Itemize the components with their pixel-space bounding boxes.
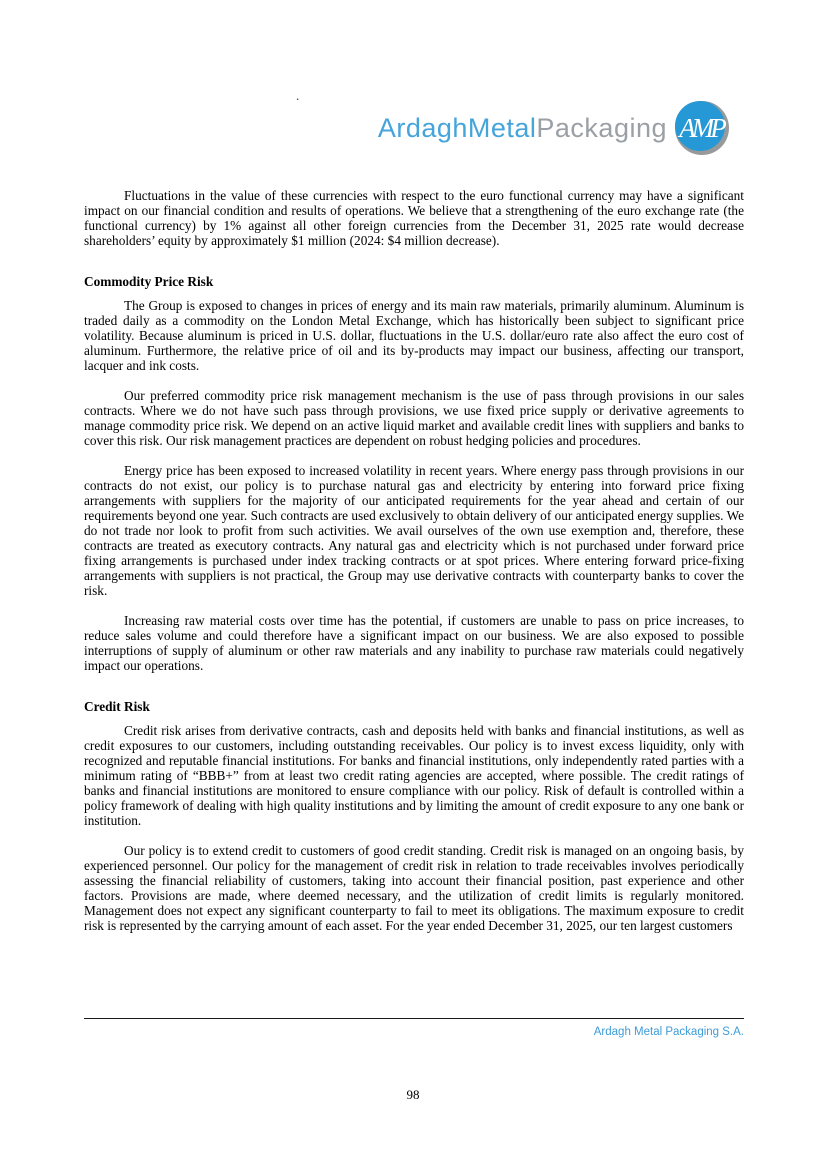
para-group-energy-exposure: The Group is exposed to changes in prices of energy and its main raw materials, primarily aluminum. Aluminum is traded daily as a commodity on the London Metal Exchange, which has historically been subject to significant price volatility. Because aluminum is priced in U.S. dollar, fluctuations in the U.S. dollar/euro rate also affect the euro cost of aluminum. Furthermore, the relative price of oil and its by-products may impact our business, affecting our transport, lacquer and ink costs. [84,298,744,373]
footer-company-name: Ardagh Metal Packaging S.A. [593,1026,744,1038]
logo-wordmark-packaging: Packaging [536,112,667,143]
para-raw-material-costs: Increasing raw material costs over time has the potential, if customers are unable to pass on price increases, to reduce sales volume and could therefore have a significant impact on our business. We are also exposed to possible interruptions of supply of aluminum or other raw materials and any inability to purchase raw materials could negatively impact our operations. [84,613,744,673]
company-logo [378,100,730,156]
logo-wordmark-ardagh-metal: ArdaghMetal [377,112,537,143]
page-footer [84,1018,744,1040]
page-number: 98 [406,1087,420,1102]
heading-commodity-price-risk: Commodity Price Risk [84,274,214,289]
heading-credit-risk: Credit Risk [84,699,150,714]
para-credit-policy: Our policy is to extend credit to customers of good credit standing. Credit risk is managed on an ongoing basis, by experienced personnel. Our policy for the management of credit risk in relation to trade receivables involves periodically assessing the financial reliability of customers, taking into account their financial position, past experience and other factors. Provisions are made, where deemed necessary, and the utilization of credit limits is regularly monitored. Management does not expect any significant counterparty to fail to meet its obligations. The maximum exposure to credit risk is represented by the carrying amount of each asset. For the year ended December 31, 2025, our ten largest customers [84,843,744,933]
amp-monogram-icon [674,100,730,156]
stray-period-mark: . [296,88,300,103]
para-pass-through-provisions: Our preferred commodity price risk management mechanism is the use of pass through provisions in our sales contracts. Where we do not have such pass through provisions, we use fixed price supply or derivative agreements to manage commodity price risk. We depend on an active liquid market and available credit lines with suppliers and banks to cover this risk. Our risk management practices are dependent on robust hedging policies and procedures. [84,388,744,448]
para-credit-risk-sources: Credit risk arises from derivative contracts, cash and deposits held with banks and financial institutions, as well as credit exposures to our customers, including outstanding receivables. Our policy is to invest excess liquidity, only with recognized and reputable financial institutions. For banks and financial institutions, only independently rated parties with a minimum rating of “BBB+” from at least two credit rating agencies are accepted, where possible. The credit ratings of banks and financial institutions are monitored to ensure compliance with our policy. Risk of default is controlled within a policy framework of dealing with high quality institutions and by limiting the amount of credit exposure to any one bank or institution. [84,723,744,828]
logo-wordmark [378,113,667,144]
amp-monogram-text: AMP [679,113,723,143]
para-currency-fluctuations: Fluctuations in the value of these currencies with respect to the euro functional currency may have a significant impact on our financial condition and results of operations. We believe that a strengthening of the euro exchange rate (the functional currency) by 1% against all other foreign currencies from the December 31, 2025 rate would decrease shareholders’ equity by approximately $1 million (2024: $4 million decrease). [84,188,744,248]
document-body [84,188,744,948]
para-energy-price-volatility: Energy price has been exposed to increased volatility in recent years. Where energy pass through provisions in our contracts do not exist, our policy is to purchase natural gas and electricity by entering into forward price fixing arrangements with suppliers for the majority of our anticipated requirements for the year ahead and certain of our requirements beyond one year. Such contracts are used exclusively to obtain delivery of our anticipated energy supplies. We do not trade nor look to profit from such activities. We avail ourselves of the own use exemption and, therefore, these contracts are treated as executory contracts. Any natural gas and electricity which is not purchased under forward price fixing arrangements is purchased under index tracking contracts or at spot prices. Where entering forward price-fixing arrangements with suppliers is not practical, the Group may use derivative contracts with counterparty banks to cover the risk. [84,463,744,598]
